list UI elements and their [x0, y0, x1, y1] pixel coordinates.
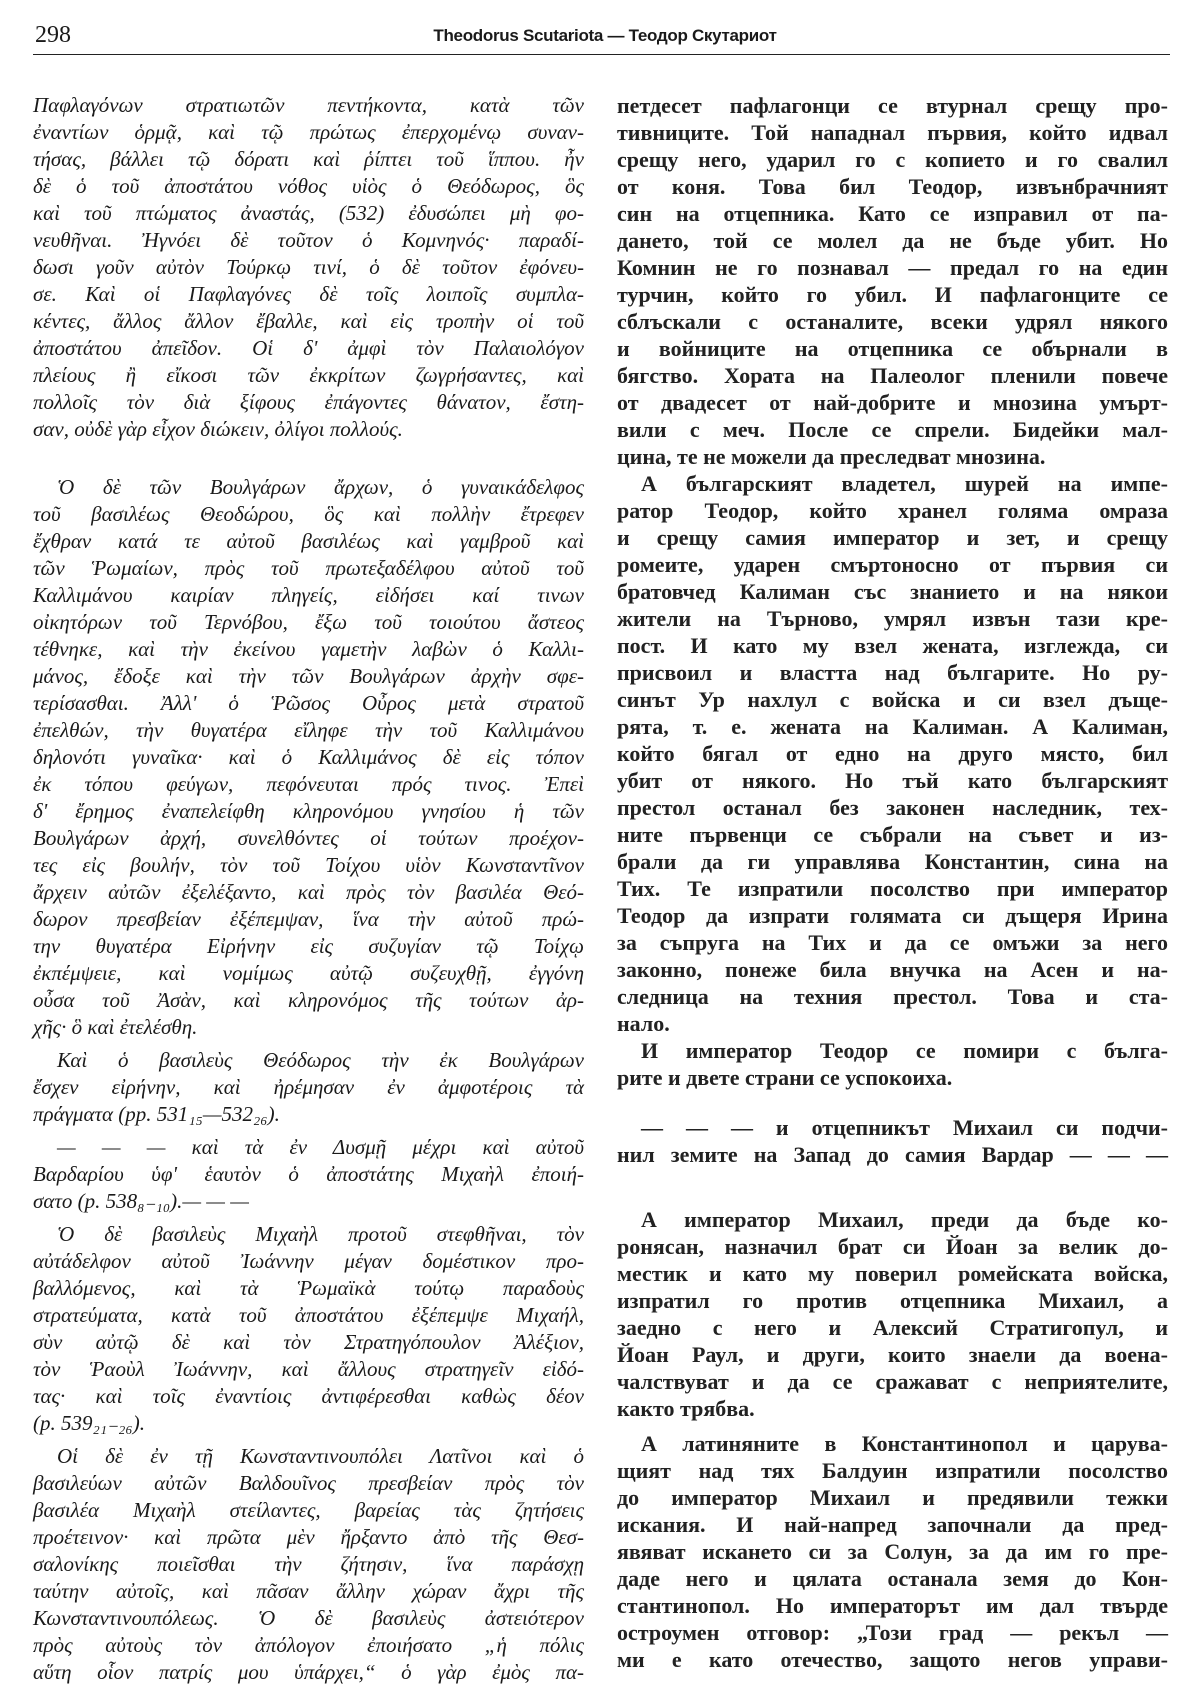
text-line: синът Ур нахлул с войска и си взел дъще- [617, 687, 1168, 712]
text-line: δὲ ὁ τοῦ ἀποστάτου νόθος υἱὸς ὁ Θεόδωρος, ὃς [33, 174, 584, 198]
text-line: — — — и отцепникът Михаил си подчи- [641, 1115, 1168, 1140]
text-line: νευθῆναι. Ἠγνόει δὲ τοῦτον ὁ Κομνηνός· παραδί- [33, 228, 584, 252]
text-line: ἄρχειν αὐτῶν ἐξελέξαντο, καὶ πρὸς τὸν βασιλέα Θεό- [33, 880, 584, 904]
text-line: срещу него, ударил го с копието и го свалил [617, 147, 1168, 172]
text-line: ἐκπέμψειε, καὶ νομίμως αὐτῷ συζευχθῇ, ἐγγόνη [33, 961, 584, 985]
text-line: κέντες, ἄλλος ἄλλον ἔβαλλε, καὶ εἰς τροπὴν οἱ τοῦ [33, 309, 584, 333]
text-line: τερίσασθαι. Ἀλλ' ὁ Ῥῶσος Οὖρος μετὰ στρατοῦ [33, 691, 584, 715]
text-line: цина, те не можели да преследват мнозина. [617, 444, 1046, 469]
text-line: следница на техния престол. Това и ста- [617, 984, 1168, 1009]
text-line: οἰκητόρων τοῦ Τερνόβου, ἔξω τοῦ τοιούτου ἄστεος [33, 610, 584, 634]
text-line: Βαρδαρίου ὑφ' ἑαυτὸν ὁ ἀποστάτης Μιχαὴλ ἐποιή- [33, 1162, 584, 1186]
text-line: явяват искането си за Солун, за да им го пре- [617, 1539, 1168, 1564]
text-line: πολλοῖς τὸν διὰ ξίφους ἐπάγοντες θάνατον, ἔστη- [33, 390, 584, 414]
text-line: дането, той се молел да не бъде убит. Но [617, 228, 1168, 253]
text-line: до император Михаил и предявили тежки [617, 1485, 1168, 1510]
text-line: присвоил и властта над българите. Но ру- [617, 660, 1168, 685]
text-line: брали да ги управлява Константин, сина на [617, 849, 1168, 874]
text-line: Йоан Раул, и други, които знаели да воена- [617, 1342, 1168, 1367]
text-line: τὸν Ῥαοὺλ Ἰωάννην, καὶ ἄλλους στρατηγεῖν εἰδό- [33, 1357, 584, 1381]
text-line: ронясан, назначил брат си Йоан за велик до- [617, 1234, 1168, 1259]
text-line: βασιλεύων αὐτῶν Βαλδουῖνος πρεσβείαν πρὸς τὸν [33, 1471, 584, 1495]
text-line: Καλλιμάνου καιρίαν πληγείς, εἰδήσει καί τινων [33, 583, 584, 607]
text-line: от коня. Това бил Теодор, извънбрачният [617, 174, 1168, 199]
paragraph [617, 1430, 1168, 1673]
text-line: ταύτην αὐτοῖς, καὶ πᾶσαν ἄλλην χώραν ἄχρι τῆς [33, 1579, 584, 1603]
text-line: братовчед Калиман със знанието и на някои [617, 579, 1168, 604]
text-line: ми е като отечество, защото негов управи- [617, 1647, 1168, 1672]
text-line: ἔχθραν κατά τε αὐτοῦ βασιλέως καὶ γαμβροῦ καὶ [33, 529, 584, 553]
paragraph [33, 1221, 584, 1437]
page-number: 298 [35, 22, 71, 48]
text-line: искания. И най-напред започнали да пред- [617, 1512, 1168, 1537]
text-line: ратор Теодор, който хранел голяма омраза [617, 498, 1168, 523]
text-line: Тих. Те изпратили посолство при император [617, 876, 1168, 901]
paragraph [617, 470, 1168, 1037]
text-line: рята, т. е. жената на Калиман. А Калиман, [617, 714, 1168, 739]
paragraph [33, 92, 584, 443]
paragraph [617, 92, 1168, 470]
text-line: тивниците. Той нападнал първия, който идвал [617, 120, 1168, 145]
paragraph [33, 474, 584, 1041]
text-line: от двадесет от най-добрите и мнозина умърт- [617, 390, 1168, 415]
text-line: προέτεινον· καὶ πρῶτα μὲν ἤρξαντο ἀπὸ τῆς Θεσ- [33, 1525, 584, 1549]
text-line: изпратил го против отцепника Михаил, а [617, 1288, 1168, 1313]
text-line: жители на Търново, умрял извън тази кре- [617, 606, 1168, 631]
text-line: Комнин не го познавал — предал го на един [617, 255, 1168, 280]
text-line: μάνος, ἔδοξε καὶ τὴν τῶν Βουλγάρων ἀρχὴν σφε- [33, 664, 584, 688]
text-line: τοῦ βασιλέως Θεοδώρου, ὃς καὶ πολλὴν ἔτρεφεν [33, 502, 584, 526]
text-line: ἐναντίων ὁρμᾷ, καὶ τῷ πρώτως ἐπερχομένῳ συναν- [33, 120, 584, 144]
text-line: А император Михаил, преди да бъде ко- [641, 1207, 1168, 1232]
text-line: чалствуват и да се сражават с неприятелите, [617, 1369, 1168, 1394]
text-line: Βουλγάρων ἀρχή, συνελθόντες οἱ τούτων προέχον- [33, 826, 584, 850]
running-title: Theodorus Scutariota — Теодор Скутариот [433, 26, 777, 45]
text-line: δ' ἔρημος ἐναπελείφθη κληρονόμου γνησίου ἡ τῶν [33, 799, 584, 823]
text-line: χῆς· ὃ καὶ ἐτελέσθη. [33, 1015, 198, 1039]
text-line: ἔσχεν εἰρήνην, καὶ ἠρέμησαν ἐν ἀμφοτέροις τὰ [33, 1075, 584, 1099]
text-line: остроумен отговор: „Този град — рекъл — [617, 1620, 1168, 1645]
text-line: σατο (p. 538₈₋₁₀).— — — [33, 1189, 249, 1213]
text-line: τας· καὶ τοῖς ἐναντίοις ἀντιφέρεσθαι καθὼς δέον [33, 1384, 584, 1408]
text-line: δωσι γοῦν αὐτὸν Τούρκῳ τινί, ὁ δὲ τοῦτον ἐφόνευ- [33, 255, 584, 279]
text-line: нил земите на Запад до самия Вардар — — — [617, 1142, 1168, 1167]
greek-text-column [33, 92, 584, 1686]
text-line: бягство. Хората на Палеолог пленили повече [617, 363, 1168, 388]
text-line: Καὶ ὁ βασιλεὺς Θεόδωρος τὴν ἐκ Βουλγάρων [57, 1048, 584, 1072]
text-line: Ὁ δὲ βασιλεὺς Μιχαὴλ προτοῦ στεφθῆναι, τὸν [57, 1222, 584, 1246]
text-line: ните първенци се събрали на съвет и из- [617, 822, 1168, 847]
paragraph [33, 1443, 584, 1686]
text-line: την θυγατέρα Εἰρήνην εἰς συζυγίαν τῷ Τοίχῳ [33, 934, 584, 958]
text-line: ἐκ τόπου φεύγων, πεφόνευται πρός τινος. Ἐπεὶ [33, 772, 584, 796]
text-line: Теодор да изпрати голямата си дъщеря Ирина [617, 903, 1168, 928]
text-line: βαλλόμενος, καὶ τὰ Ῥωμαϊκὰ τούτῳ παραδοὺς [33, 1276, 584, 1300]
text-line: βασιλέα Μιχαὴλ στείλαντες, βαρείας τὰς ζητήσεις [33, 1498, 584, 1522]
text-line: τέθνηκε, καὶ τὴν ἐκείνου γαμετὴν λαβὼν ὁ Καλλι- [33, 637, 584, 661]
text-line: законно, понеже била внучка на Асен и на- [617, 957, 1168, 982]
text-line: даде него и цялата останала земя до Кон- [617, 1566, 1168, 1591]
text-line: ромеите, ударен смъртоносно от първия си [617, 552, 1168, 577]
text-line: стантинопол. Но императорът им дал твърде [617, 1593, 1168, 1618]
text-line: καὶ τοῦ πτώματος ἀναστάς, (532) ἐδυσώπει μὴ φο- [33, 201, 584, 225]
text-line: рите и двете страни се успокоиха. [617, 1065, 953, 1090]
text-line: нало. [617, 1011, 670, 1036]
text-line: Κωνσταντινουπόλεως. Ὁ δὲ βασιλεὺς ἀστειότερον [33, 1606, 584, 1630]
text-line: петдесет пафлагонци се втурнал срещу про- [617, 93, 1168, 118]
text-line: заедно с него и Алексий Стратигопул, и [617, 1315, 1168, 1340]
text-line: σε. Καὶ οἱ Παφλαγόνες δὲ τοῖς λοιποῖς συμπλα- [33, 282, 584, 306]
text-line: — — — καὶ τὰ ἐν Δυσμῇ μέχρι καὶ αὐτοῦ [57, 1135, 584, 1159]
text-line: и войниците на отцепника се обърнали в [617, 336, 1168, 361]
text-line: пост. И като му взел жената, изглежда, си [617, 633, 1168, 658]
text-line: σαλονίκης ποιεῖσθαι τὴν ζήτησιν, ἵνα παράσχῃ [33, 1552, 584, 1576]
text-line: (p. 539₂₁₋₂₆). [33, 1411, 146, 1435]
text-line: щият над тях Балдуин изпратили посолство [617, 1458, 1168, 1483]
paragraph [617, 1114, 1168, 1168]
text-line: σαν, οὐδὲ γὰρ εἶχον διώκειν, ὀλίγοι πολλούς. [33, 417, 403, 441]
text-line: и срещу самия император и зет, и срещу [617, 525, 1168, 550]
text-line: убит от някого. Но тъй като българският [617, 768, 1168, 793]
text-line: δηλονότι γυναῖκα· καὶ ὁ Καλλιμάνος δὲ εἰς τόπον [33, 745, 584, 769]
text-line: Παφλαγόνων στρατιωτῶν πεντήκοντα, κατὰ τῶν [33, 93, 584, 117]
paragraph [617, 1206, 1168, 1422]
bulgarian-translation-column [617, 92, 1168, 1673]
text-line: ἀποστάτου ἀπεῖδον. Οἱ δ' ἀμφὶ τὸν Παλαιολόγον [33, 336, 584, 360]
text-line: οὖσα τοῦ Ἀσὰν, καὶ κληρονόμος τῆς τούτων ἀρ- [33, 988, 584, 1012]
text-line: τες εἰς βουλήν, τὸν τοῦ Τοίχου υἱὸν Κωνσταντῖνον [33, 853, 584, 877]
text-line: Ὁ δὲ τῶν Βουλγάρων ἄρχων, ὁ γυναικάδελφος [57, 475, 584, 499]
text-line: местик и като му поверил ромейската войска, [617, 1261, 1168, 1286]
text-line: сблъскали с останалите, всеки удрял някого [617, 309, 1168, 334]
text-line: А българският владетел, шурей на импе- [641, 471, 1168, 496]
text-line: А латиняните в Константинопол и царува- [641, 1431, 1168, 1456]
text-line: τῶν Ῥωμαίων, πρὸς τοῦ πρωτεξαδέλφου αὐτοῦ τοῦ [33, 556, 584, 580]
text-line: престол останал без законен наследник, тех- [617, 795, 1168, 820]
paragraph [33, 1134, 584, 1215]
text-line: πρὸς αὐτοὺς τὸν ἀπόλογον ἐποιήσατο „ἡ πόλις [33, 1633, 584, 1657]
text-line: син на отцепника. Като се изправил от па- [617, 201, 1168, 226]
text-line: τήσας, βάλλει τῷ δόρατι καὶ ῥίπτει τοῦ ἵππου. ἦν [33, 147, 584, 171]
paragraph [33, 1047, 584, 1128]
paragraph [617, 1037, 1168, 1091]
text-line: αὐτάδελφον αὐτοῦ Ἰωάννην μέγαν δομέστικον προ- [33, 1249, 584, 1273]
text-line: турчин, който го убил. И пафлагонците се [617, 282, 1168, 307]
text-line: αὕτη οἷον πατρίς μου ὑπάρχει,“ ὁ γὰρ ἐμὸς πα- [33, 1660, 584, 1684]
text-line: στρατεύματα, κατὰ τοῦ ἀποστάτου ἐξέπεμψε Μιχαήλ, [33, 1303, 584, 1327]
text-line: както трябва. [617, 1396, 755, 1421]
text-line: за съпруга на Тих и да се омъжи за него [617, 930, 1168, 955]
text-line: Οἱ δὲ ἐν τῇ Κωνσταντινουπόλει Λατῖνοι καὶ ὁ [57, 1444, 584, 1468]
text-line: δωρον πρεσβείαν ἐξέπεμψαν, ἵνα τὴν αὐτοῦ πρώ- [33, 907, 584, 931]
text-line: който бягал от едно на друго място, бил [617, 741, 1168, 766]
text-line: πλείους ἢ εἴκοσι τῶν ἐκκρίτων ζωγρήσαντες, καὶ [33, 363, 584, 387]
text-line: вили с меч. После се спрели. Бидейки мал- [617, 417, 1168, 442]
header-rule [33, 54, 1170, 55]
text-line: ἐπελθών, τὴν θυγατέρα εἴληφε τὴν τοῦ Καλλιμάνου [33, 718, 584, 742]
text-line: И император Теодор се помири с бълга- [641, 1038, 1168, 1063]
text-line: σὺν αὐτῷ δὲ καὶ τὸν Στρατηγόπουλον Ἀλέξιον, [33, 1330, 584, 1354]
text-line: πράγματα (pp. 531₁₅—532₂₆). [33, 1102, 280, 1126]
